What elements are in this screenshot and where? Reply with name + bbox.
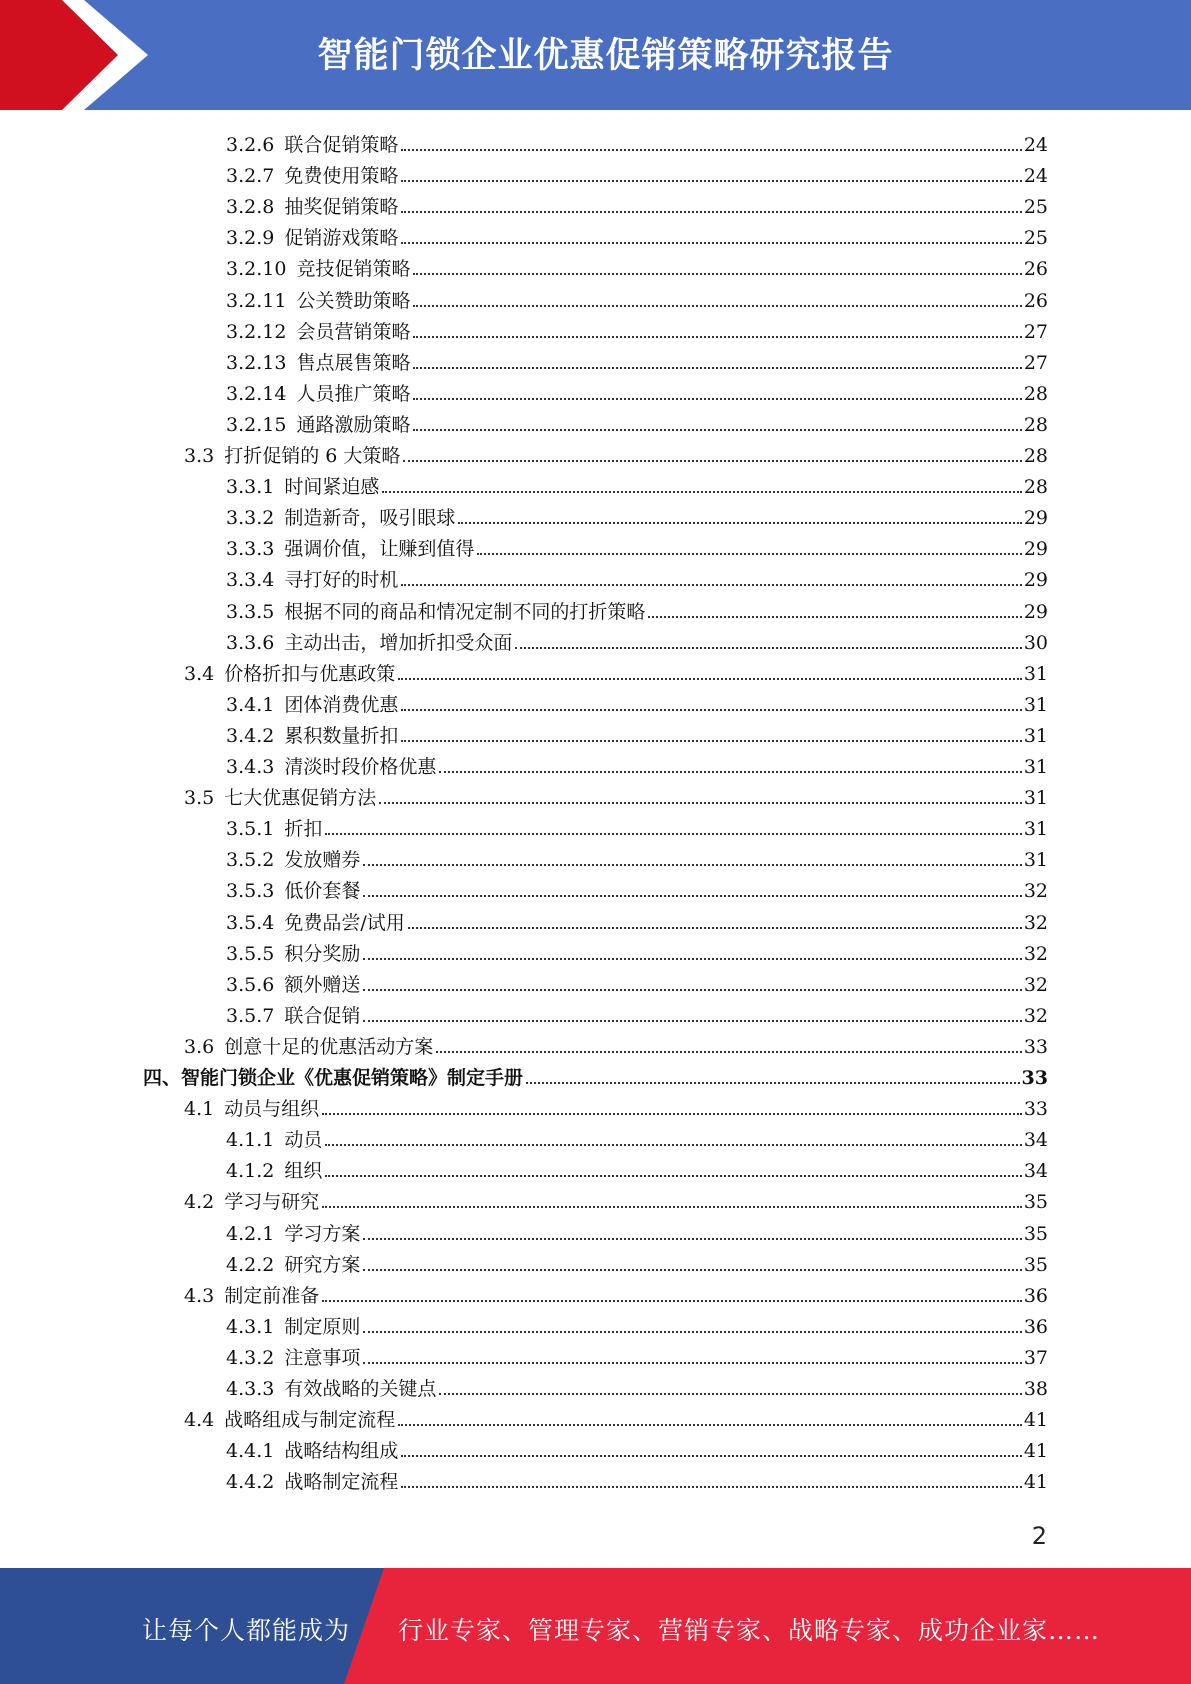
toc-entry[interactable] bbox=[226, 593, 1048, 624]
toc-entry-number: 4.3.1 bbox=[226, 1315, 275, 1338]
toc-entry-number: 3.5.3 bbox=[226, 880, 275, 903]
toc-dot-leader bbox=[403, 459, 1021, 462]
toc-dot-leader bbox=[515, 646, 1021, 649]
toc-entry-page: 41 bbox=[1023, 1440, 1048, 1463]
toc-dot-leader bbox=[363, 1268, 1021, 1271]
toc-entry[interactable] bbox=[226, 1339, 1048, 1370]
toc-dot-leader bbox=[439, 770, 1021, 773]
toc-entry-title: 制造新奇，吸引眼球 bbox=[284, 507, 456, 530]
toc-entry[interactable] bbox=[226, 686, 1048, 717]
toc-entry-page: 33 bbox=[1023, 1098, 1048, 1121]
toc-dot-leader bbox=[401, 210, 1021, 213]
toc-entry[interactable] bbox=[226, 1121, 1048, 1152]
toc-entry-number: 3.3.3 bbox=[226, 538, 275, 561]
toc-entry-title: 根据不同的商品和情况定制不同的打折策略 bbox=[284, 600, 646, 623]
toc-entry-number: 3.2.6 bbox=[226, 134, 275, 156]
toc-entry-number: 3.2.8 bbox=[226, 196, 275, 219]
toc-entry-number: 3.3.5 bbox=[226, 600, 275, 623]
toc-dot-leader bbox=[439, 1392, 1021, 1395]
toc-entry-number: 3.5 bbox=[184, 787, 215, 810]
toc-entry-title: 动员与组织 bbox=[224, 1098, 320, 1121]
toc-entry-number: 4.1 bbox=[184, 1098, 215, 1121]
toc-entry[interactable] bbox=[226, 344, 1048, 375]
toc-entry[interactable] bbox=[226, 219, 1048, 250]
toc-entry-number: 3.4.1 bbox=[226, 693, 275, 716]
toc-entry-title: 寻打好的时机 bbox=[284, 569, 399, 592]
toc-entry[interactable] bbox=[184, 779, 1048, 810]
toc-entry[interactable] bbox=[226, 624, 1048, 655]
toc-dot-leader bbox=[458, 521, 1021, 524]
toc-entry-title: 有效战略的关键点 bbox=[284, 1378, 437, 1400]
toc-entry-page: 24 bbox=[1023, 165, 1048, 188]
toc-entry[interactable] bbox=[226, 188, 1048, 219]
toc-entry[interactable] bbox=[226, 499, 1048, 530]
toc-entry-number: 3.4.3 bbox=[226, 756, 275, 778]
toc-entry-page: 28 bbox=[1023, 476, 1048, 499]
toc-entry-title: 会员营销策略 bbox=[296, 320, 411, 343]
toc-entry-page: 28 bbox=[1023, 382, 1048, 405]
toc-dot-leader bbox=[363, 957, 1021, 960]
toc-entry-number: 4.1.1 bbox=[226, 1129, 275, 1152]
toc-dot-leader bbox=[401, 708, 1021, 711]
toc-dot-leader bbox=[382, 490, 1021, 493]
toc-entry-number: 4.4.2 bbox=[226, 1471, 275, 1494]
toc-dot-leader bbox=[401, 148, 1021, 151]
toc-entry-number: 4.2 bbox=[184, 1191, 215, 1214]
toc-entry[interactable] bbox=[226, 872, 1048, 903]
toc-entry-page: 26 bbox=[1023, 258, 1048, 281]
toc-entry-number: 3.3.1 bbox=[226, 476, 275, 499]
toc-entry-page: 32 bbox=[1023, 942, 1048, 965]
toc-dot-leader bbox=[325, 832, 1021, 835]
report-title: 智能门锁企业优惠促销策略研究报告 bbox=[317, 36, 894, 76]
toc-entry-page: 24 bbox=[1023, 134, 1048, 156]
footer-slogan-right: 行业专家、管理专家、营销专家、战略专家、成功企业家…… bbox=[398, 1616, 1101, 1645]
toc-entry-title: 免费品尝/试用 bbox=[284, 911, 405, 934]
toc-entry[interactable] bbox=[184, 437, 1048, 468]
toc-entry-number: 3.6 bbox=[184, 1035, 215, 1058]
toc-entry-number: 4.4 bbox=[184, 1409, 215, 1432]
toc-entry[interactable] bbox=[226, 1308, 1048, 1339]
toc-dot-leader bbox=[436, 1050, 1022, 1053]
toc-entry-number: 3.4 bbox=[184, 662, 215, 685]
toc-dot-leader bbox=[401, 1485, 1021, 1488]
page-number: 2 bbox=[1031, 1522, 1047, 1550]
toc-entry[interactable] bbox=[226, 1215, 1048, 1246]
toc-entry-number: 4.1.2 bbox=[226, 1160, 275, 1183]
toc-entry[interactable] bbox=[226, 904, 1048, 935]
toc-entry-page: 25 bbox=[1023, 227, 1048, 250]
toc-entry-number: 3.2.10 bbox=[226, 258, 287, 281]
toc-entry-page: 31 bbox=[1023, 818, 1048, 841]
toc-entry-title: 动员 bbox=[284, 1129, 323, 1152]
toc-entry-number: 3.2.7 bbox=[226, 165, 275, 188]
toc-entry[interactable] bbox=[226, 313, 1048, 344]
toc-entry-page: 29 bbox=[1023, 600, 1048, 623]
toc-entry-page: 29 bbox=[1023, 569, 1048, 592]
footer-slogan-left: 让每个人都能成为 bbox=[142, 1616, 351, 1645]
toc-dot-leader bbox=[401, 1454, 1021, 1457]
toc-entry-number: 3.3 bbox=[184, 445, 215, 467]
toc-entry-page: 28 bbox=[1023, 413, 1048, 436]
toc-entry-page: 38 bbox=[1023, 1378, 1048, 1400]
toc-entry-title: 创意十足的优惠活动方案 bbox=[224, 1035, 434, 1058]
toc-dot-leader bbox=[325, 1143, 1021, 1146]
toc-entry-page: 27 bbox=[1023, 351, 1048, 374]
toc-entry-number: 3.2.11 bbox=[226, 289, 287, 312]
toc-entry[interactable] bbox=[226, 406, 1048, 437]
toc-entry-title: 通路激励策略 bbox=[296, 413, 411, 436]
toc-dot-leader bbox=[401, 739, 1021, 742]
toc-entry[interactable] bbox=[226, 935, 1048, 966]
toc-entry-number: 4.2.1 bbox=[226, 1222, 275, 1245]
toc-dot-leader bbox=[322, 1299, 1022, 1302]
toc-entry-number: 3.5.5 bbox=[226, 942, 275, 965]
toc-entry-title: 强调价值，让赚到值得 bbox=[284, 538, 475, 561]
toc-entry[interactable] bbox=[226, 966, 1048, 997]
toc-entry-title: 联合促销策略 bbox=[284, 134, 399, 156]
toc-entry-title: 研究方案 bbox=[284, 1253, 361, 1276]
toc-entry[interactable] bbox=[226, 748, 1048, 779]
toc-entry-page: 34 bbox=[1023, 1129, 1048, 1152]
toc-entry[interactable] bbox=[184, 1277, 1048, 1308]
toc-dot-leader bbox=[363, 1237, 1021, 1240]
toc-entry-title: 抽奖促销策略 bbox=[284, 196, 399, 219]
toc-dot-leader bbox=[363, 1019, 1021, 1022]
toc-entry-page: 31 bbox=[1023, 693, 1048, 716]
toc-entry-page: 36 bbox=[1023, 1315, 1048, 1338]
toc-dot-leader bbox=[413, 335, 1021, 338]
toc-dot-leader bbox=[322, 1205, 1022, 1208]
toc-entry-number: 4.3 bbox=[184, 1284, 215, 1307]
toc-dot-leader bbox=[379, 801, 1022, 804]
toc-entry[interactable] bbox=[226, 126, 1048, 157]
toc-dot-leader bbox=[408, 926, 1022, 929]
toc-dot-leader bbox=[413, 397, 1021, 400]
toc-entry-page: 35 bbox=[1023, 1191, 1048, 1214]
toc-entry-title: 免费使用策略 bbox=[284, 165, 399, 188]
toc-dot-leader bbox=[526, 1081, 1020, 1084]
toc-entry-page: 33 bbox=[1023, 1035, 1048, 1058]
toc-entry-title: 学习方案 bbox=[284, 1222, 361, 1245]
toc-entry[interactable] bbox=[226, 157, 1048, 188]
toc-dot-leader bbox=[398, 677, 1022, 680]
toc-entry-title: 竞技促销策略 bbox=[296, 258, 411, 281]
toc-entry-title: 战略结构组成 bbox=[284, 1440, 399, 1463]
toc-entry-title: 团体消费优惠 bbox=[284, 693, 399, 716]
toc-entry-title: 售点展售策略 bbox=[296, 351, 411, 374]
toc-dot-leader bbox=[401, 241, 1021, 244]
toc-entry-title: 折扣 bbox=[284, 818, 323, 841]
toc-entry-title: 学习与研究 bbox=[224, 1191, 320, 1214]
toc-entry-number: 3.3.4 bbox=[226, 569, 275, 592]
toc-entry-page: 37 bbox=[1023, 1346, 1048, 1369]
toc-entry[interactable] bbox=[226, 561, 1048, 592]
toc-entry-page: 29 bbox=[1023, 538, 1048, 561]
toc-entry-title: 时间紧迫感 bbox=[284, 476, 380, 499]
toc-entry-number: 3.5.1 bbox=[226, 818, 275, 841]
toc-entry-page: 29 bbox=[1023, 507, 1048, 530]
toc-entry-page: 31 bbox=[1023, 662, 1048, 685]
toc-entry-page: 28 bbox=[1023, 445, 1048, 467]
toc-entry-number: 3.2.14 bbox=[226, 382, 287, 405]
toc-entry-page: 35 bbox=[1023, 1253, 1048, 1276]
toc-dot-leader bbox=[413, 428, 1021, 431]
toc-dot-leader bbox=[648, 615, 1021, 618]
toc-entry-number: 3.2.15 bbox=[226, 413, 287, 436]
toc-dot-leader bbox=[322, 1112, 1022, 1115]
toc-entry[interactable] bbox=[226, 1246, 1048, 1277]
toc-entry[interactable] bbox=[184, 655, 1048, 686]
toc-entry-page: 41 bbox=[1023, 1409, 1048, 1432]
toc-entry-page: 33 bbox=[1021, 1067, 1048, 1089]
toc-entry-number: 3.5.2 bbox=[226, 849, 275, 872]
toc-dot-leader bbox=[325, 1174, 1021, 1177]
toc-entry-title: 组织 bbox=[284, 1160, 323, 1183]
toc-entry-number: 4.3.2 bbox=[226, 1346, 275, 1369]
toc-dot-leader bbox=[363, 894, 1021, 897]
toc-dot-leader bbox=[401, 179, 1021, 182]
toc-entry-page: 41 bbox=[1023, 1471, 1048, 1494]
toc-entry-number: 3.4.2 bbox=[226, 724, 275, 747]
toc-entry-number: 4.4.1 bbox=[226, 1440, 275, 1463]
toc-entry-number: 3.2.9 bbox=[226, 227, 275, 250]
toc-entry-number: 4.2.2 bbox=[226, 1253, 275, 1276]
toc-entry-number: 四、 bbox=[143, 1067, 182, 1089]
toc-entry-title: 低价套餐 bbox=[284, 880, 361, 903]
toc-entry-title: 制定前准备 bbox=[224, 1284, 320, 1307]
toc-entry-page: 31 bbox=[1023, 849, 1048, 872]
toc-dot-leader bbox=[413, 366, 1021, 369]
toc-entry[interactable] bbox=[143, 1059, 1048, 1090]
toc-entry-title: 智能门锁企业《优惠促销策略》制定手册 bbox=[181, 1067, 524, 1089]
toc-entry-number: 3.5.7 bbox=[226, 1004, 275, 1027]
page-header bbox=[0, 0, 1191, 110]
toc-entry-title: 发放赠券 bbox=[284, 849, 361, 872]
toc-entry[interactable] bbox=[226, 717, 1048, 748]
toc-dot-leader bbox=[413, 304, 1021, 307]
toc-entry[interactable] bbox=[226, 1463, 1048, 1494]
toc-entry-title: 七大优惠促销方法 bbox=[224, 787, 377, 810]
toc-entry-number: 4.3.3 bbox=[226, 1378, 275, 1400]
toc-entry-page: 30 bbox=[1023, 631, 1048, 654]
toc-entry-title: 清淡时段价格优惠 bbox=[284, 756, 437, 778]
toc-dot-leader bbox=[401, 583, 1021, 586]
toc-entry-title: 公关赞助策略 bbox=[296, 289, 411, 312]
toc-entry[interactable] bbox=[226, 375, 1048, 406]
toc-entry[interactable] bbox=[184, 1028, 1048, 1059]
toc-entry-title: 战略制定流程 bbox=[284, 1471, 399, 1494]
toc-dot-leader bbox=[363, 863, 1021, 866]
toc-entry-title: 战略组成与制定流程 bbox=[224, 1409, 396, 1432]
toc-entry-title: 累积数量折扣 bbox=[284, 724, 399, 747]
toc-dot-leader bbox=[363, 1330, 1021, 1333]
toc-entry-title: 额外赠送 bbox=[284, 973, 361, 996]
toc-dot-leader bbox=[413, 272, 1021, 275]
toc-entry-number: 3.2.12 bbox=[226, 320, 287, 343]
toc-entry[interactable] bbox=[226, 530, 1048, 561]
toc-entry[interactable] bbox=[184, 1183, 1048, 1214]
toc-entry[interactable] bbox=[226, 1370, 1048, 1401]
toc-entry-number: 3.3.6 bbox=[226, 631, 275, 654]
toc-entry-title: 价格折扣与优惠政策 bbox=[224, 662, 396, 685]
toc-entry-title: 主动出击，增加折扣受众面 bbox=[284, 631, 513, 654]
toc-entry[interactable] bbox=[226, 1432, 1048, 1463]
toc-dot-leader bbox=[477, 552, 1021, 555]
toc-entry-page: 32 bbox=[1023, 880, 1048, 903]
toc-entry-title: 制定原则 bbox=[284, 1315, 361, 1338]
toc-entry[interactable] bbox=[226, 1152, 1048, 1183]
toc-entry-page: 31 bbox=[1023, 756, 1048, 778]
toc-entry-title: 促销游戏策略 bbox=[284, 227, 399, 250]
toc-entry-number: 3.3.2 bbox=[226, 507, 275, 530]
toc-entry-page: 32 bbox=[1023, 1004, 1048, 1027]
toc-entry-page: 25 bbox=[1023, 196, 1048, 219]
toc-entry-page: 32 bbox=[1023, 911, 1048, 934]
toc-entry-page: 27 bbox=[1023, 320, 1048, 343]
toc-dot-leader bbox=[363, 988, 1021, 991]
toc-entry[interactable] bbox=[226, 841, 1048, 872]
toc-entry-page: 36 bbox=[1023, 1284, 1048, 1307]
toc-entry[interactable] bbox=[226, 468, 1048, 499]
toc-entry[interactable] bbox=[184, 1401, 1048, 1432]
toc-entry[interactable] bbox=[226, 997, 1048, 1028]
toc-entry[interactable] bbox=[226, 250, 1048, 281]
toc-entry-number: 3.5.4 bbox=[226, 911, 275, 934]
toc-entry-title: 人员推广策略 bbox=[296, 382, 411, 405]
toc-dot-leader bbox=[398, 1423, 1022, 1426]
toc-entry-number: 3.2.13 bbox=[226, 351, 287, 374]
toc-entry-number: 3.5.6 bbox=[226, 973, 275, 996]
toc-entry-page: 26 bbox=[1023, 289, 1048, 312]
toc-entry-page: 31 bbox=[1023, 724, 1048, 747]
toc-entry-title: 积分奖励 bbox=[284, 942, 361, 965]
toc-entry[interactable] bbox=[226, 282, 1048, 313]
page-footer bbox=[0, 1568, 1191, 1684]
toc-entry-title: 联合促销 bbox=[284, 1004, 361, 1027]
toc-entry[interactable] bbox=[226, 810, 1048, 841]
toc-entry-page: 35 bbox=[1023, 1222, 1048, 1245]
toc-entry-page: 31 bbox=[1023, 787, 1048, 810]
toc-entry-title: 打折促销的 6 大策略 bbox=[224, 445, 401, 467]
toc-entry-title: 注意事项 bbox=[284, 1346, 361, 1369]
toc-dot-leader bbox=[363, 1361, 1021, 1364]
toc-entry-page: 34 bbox=[1023, 1160, 1048, 1183]
toc-entry-page: 32 bbox=[1023, 973, 1048, 996]
toc-entry[interactable] bbox=[184, 1090, 1048, 1121]
